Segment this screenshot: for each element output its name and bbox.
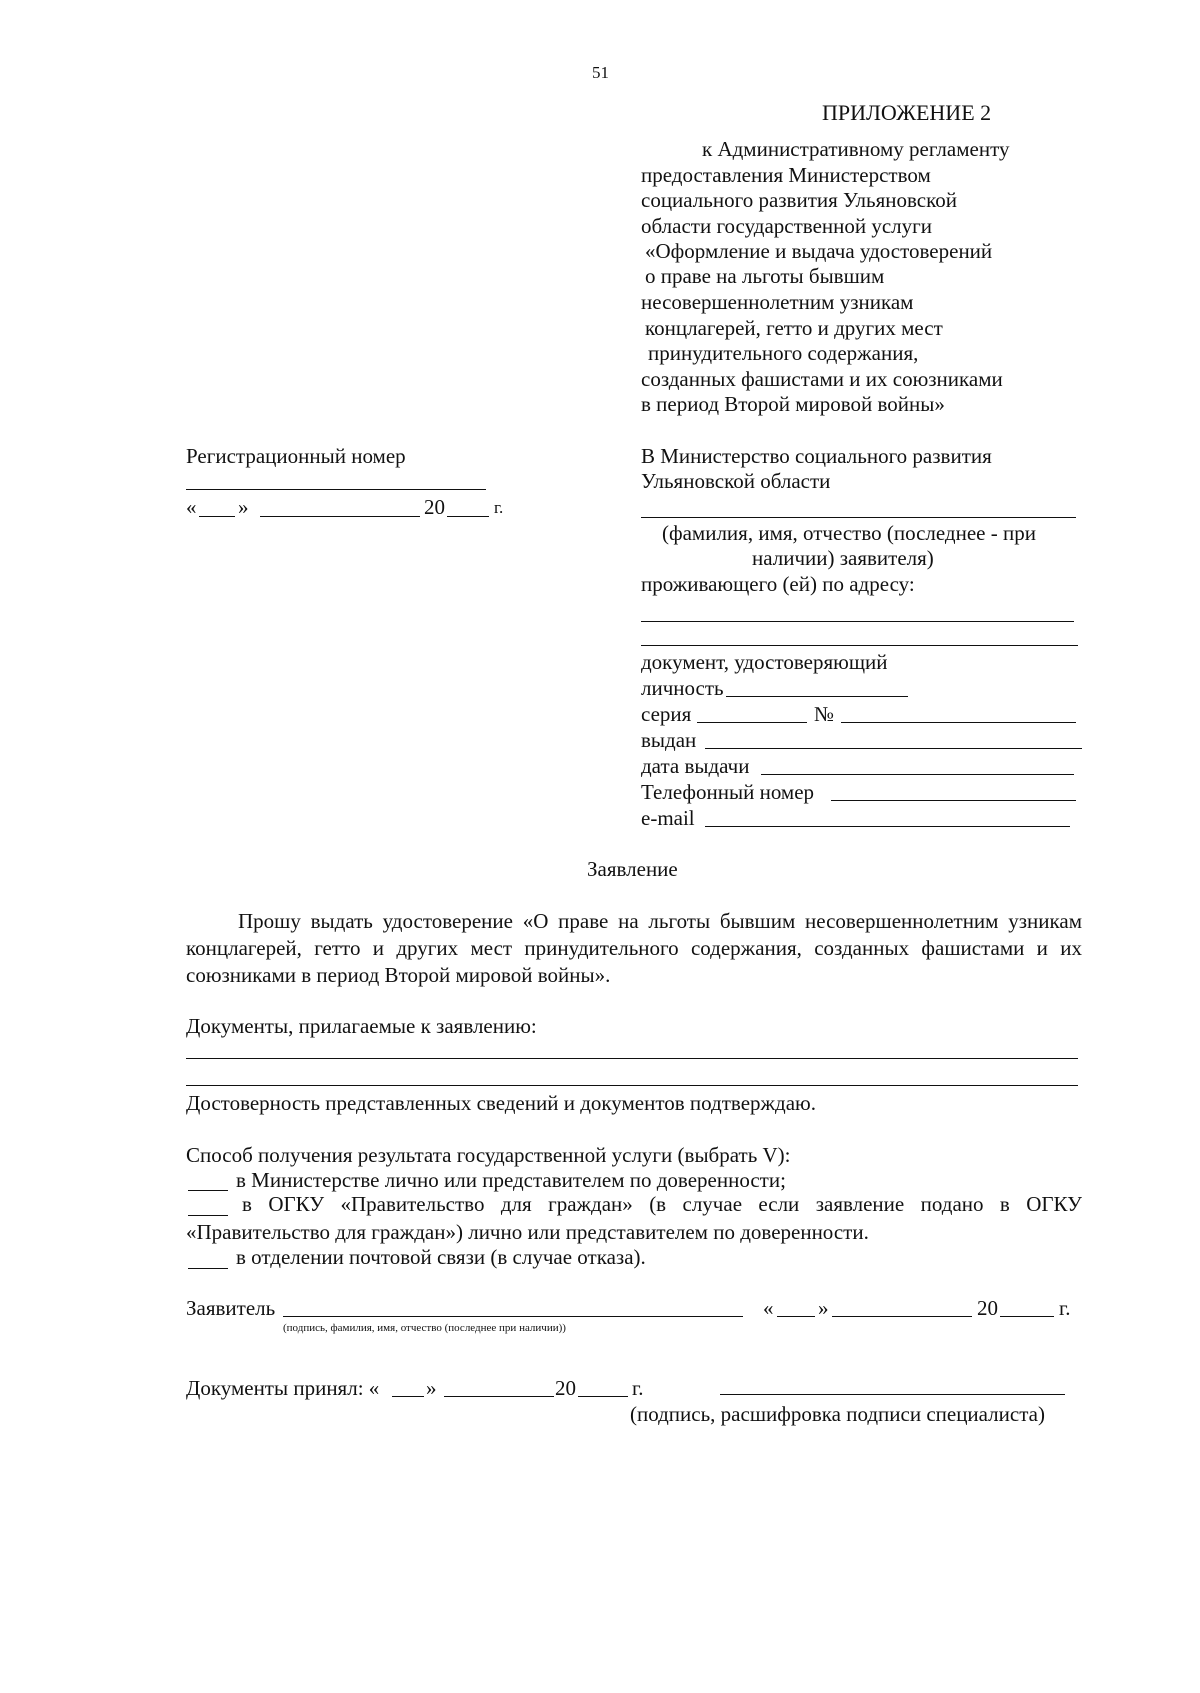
statement-title: Заявление — [587, 857, 678, 881]
email-line[interactable] — [705, 826, 1070, 827]
option-2-text-1: в ОГКУ «Правительство для граждан» (в случае если заявление подано в ОГКУ — [242, 1192, 1082, 1216]
registration-number-line[interactable] — [186, 489, 486, 490]
applicant-year-prefix: 20 — [977, 1296, 998, 1320]
option-3-text: в отделении почтовой связи (в случае отказа). — [236, 1245, 646, 1269]
appendix-line: «Оформление и выдача удостоверений — [645, 239, 993, 263]
id-document-line[interactable] — [726, 696, 908, 697]
received-year-suffix: г. — [632, 1376, 644, 1400]
statement-body: Прошу выдать удостоверение «О праве на льготы бывшим несовершеннолетним узникам концлагерей, гетто и других мест принудительного содержания, созданных фашистами и их союзниками в период Второй мировой войны». — [186, 909, 1082, 987]
appendix-line: созданных фашистами и их союзниками — [641, 367, 1003, 391]
option-1-text: в Министерстве лично или представителем по доверенности; — [236, 1168, 786, 1192]
appendix-line: области государственной услуги — [641, 214, 933, 238]
received-day-line[interactable] — [392, 1396, 424, 1397]
issue-date-line[interactable] — [761, 774, 1074, 775]
option-2-checkbox[interactable] — [188, 1215, 228, 1216]
applicant-year-line[interactable] — [1000, 1316, 1054, 1317]
registration-year-suffix: г. — [494, 498, 504, 517]
appendix-line: принудительного содержания, — [648, 341, 919, 365]
issued-label: выдан — [641, 728, 697, 752]
applicant-year-suffix: г. — [1059, 1296, 1071, 1320]
registration-label: Регистрационный номер — [186, 444, 406, 468]
received-year-prefix: 20 — [555, 1376, 576, 1400]
appendix-line: предоставления Министерством — [641, 163, 931, 187]
id-document-label: документ, удостоверяющий — [641, 650, 888, 674]
appendix-line: в период Второй мировой войны» — [641, 392, 945, 416]
applicant-close-quote: » — [818, 1296, 829, 1320]
confirmation-text: Достоверность представленных сведений и документов подтверждаю. — [186, 1091, 816, 1115]
applicant-fio-line[interactable] — [641, 517, 1076, 518]
appendix-line: к Административному регламенту — [702, 137, 1010, 161]
applicant-month-line[interactable] — [832, 1316, 972, 1317]
issued-line[interactable] — [705, 748, 1082, 749]
registration-year-line[interactable] — [447, 516, 489, 517]
fio-caption-2: наличии) заявителя) — [752, 546, 934, 570]
series-line[interactable] — [697, 722, 807, 723]
attached-docs-line-2[interactable] — [186, 1085, 1078, 1086]
received-month-line[interactable] — [444, 1396, 554, 1397]
received-close-quote: » — [426, 1376, 437, 1400]
page-number: 51 — [592, 63, 609, 82]
number-line[interactable] — [841, 722, 1076, 723]
registration-month-line[interactable] — [260, 516, 420, 517]
appendix-line: несовершеннолетним узникам — [641, 290, 914, 314]
applicant-signature-line[interactable] — [283, 1316, 743, 1317]
registration-close-quote: » — [238, 495, 249, 519]
appendix-line: социального развития Ульяновской — [641, 188, 957, 212]
fio-caption-1: (фамилия, имя, отчество (последнее - при — [662, 521, 1036, 545]
applicant-label: Заявитель — [186, 1296, 276, 1320]
appendix-line: концлагерей, гетто и других мест — [645, 316, 943, 340]
series-label: серия — [641, 702, 692, 726]
registration-open-quote: « — [186, 495, 197, 519]
address-line-2[interactable] — [641, 645, 1078, 646]
option-3-checkbox[interactable] — [188, 1268, 228, 1269]
addressee-line-1: В Министерство социального развития — [641, 444, 992, 468]
option-1-checkbox[interactable] — [188, 1190, 228, 1191]
phone-line[interactable] — [831, 800, 1076, 801]
applicant-day-line[interactable] — [777, 1316, 815, 1317]
addressee-line-2: Ульяновской области — [641, 469, 831, 493]
specialist-caption: (подпись, расшифровка подписи специалиста) — [630, 1402, 1045, 1426]
phone-label: Телефонный номер — [641, 780, 815, 804]
registration-year-prefix: 20 — [424, 495, 445, 519]
address-line-1[interactable] — [641, 621, 1074, 622]
appendix-title: ПРИЛОЖЕНИЕ 2 — [822, 100, 992, 125]
id-document-label-2: личность — [641, 676, 724, 700]
email-label: e-mail — [641, 806, 695, 830]
registration-day-line[interactable] — [199, 516, 235, 517]
address-label: проживающего (ей) по адресу: — [641, 572, 915, 596]
issue-date-label: дата выдачи — [641, 754, 750, 778]
attached-docs-label: Документы, прилагаемые к заявлению: — [186, 1014, 537, 1038]
received-label: Документы принял: « — [186, 1376, 380, 1400]
attached-docs-line-1[interactable] — [186, 1058, 1078, 1059]
received-year-line[interactable] — [578, 1396, 628, 1397]
option-2-text-2: «Правительство для граждан») лично или представителем по доверенности. — [186, 1220, 869, 1244]
number-label: № — [814, 702, 835, 726]
method-label: Способ получения результата государственной услуги (выбрать V): — [186, 1143, 791, 1167]
applicant-open-quote: « — [763, 1296, 774, 1320]
specialist-signature-line[interactable] — [720, 1394, 1065, 1395]
applicant-caption: (подпись, фамилия, имя, отчество (последнее при наличии)) — [283, 1322, 566, 1334]
appendix-line: о праве на льготы бывшим — [645, 264, 885, 288]
